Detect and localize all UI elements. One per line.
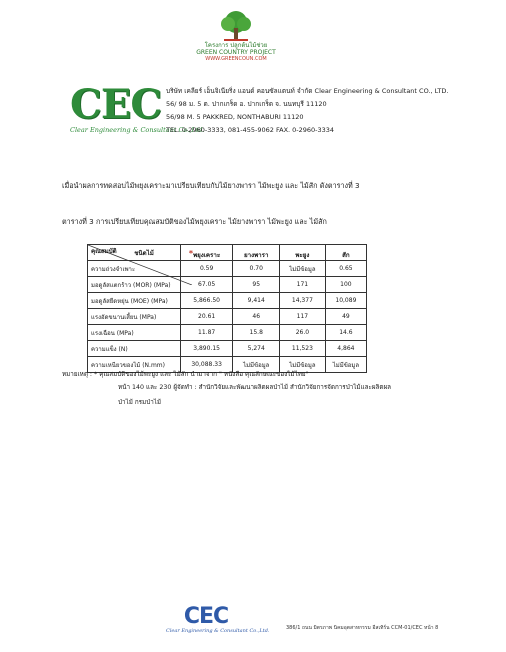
table-cell: ไม่มีข้อมูล [233,357,280,373]
footer-reference: 386/1 ถนน มิตรภาพ นิคมอุตสาหกรรม อีสเทิร์น CCM-01/CEC หน้า 8 [286,625,439,631]
column-header-label: พยุงเคราะ [193,252,221,259]
table-cell: 46 [233,309,280,325]
table-header-row [88,245,367,261]
table-row [88,293,367,309]
property-comparison-table [87,244,367,373]
row-label: แรงอัดขนานเสี้ยน (MPa) [88,309,181,325]
logo-line-2: GREEN COUNTRY PROJECT [196,49,276,56]
table-cell: ไม่มีข้อมูล [280,261,326,277]
contact-line: TEL. 0-2960-3333, 081-455-9062 FAX. 0-2960-3334 [166,126,335,134]
table-cell: ไม่มีข้อมูล [325,357,366,373]
table-cell: 14.6 [325,325,366,341]
table-cell: 5,274 [233,341,280,357]
table-corner-cell [88,245,181,261]
table-cell: 67.05 [180,277,233,293]
row-label: แรงเฉือน (MPa) [88,325,181,341]
address-thai: 56/ 98 ม. 5 ต. ปากเกร็ด อ. ปากเกร็ด จ. นนทบุรี 11120 [166,100,327,108]
row-label: ความเหนียวของไม้ (N.mm) [88,357,181,373]
table-cell: 49 [325,309,366,325]
row-label: มอดูลัสยืดหยุ่น (MOE) (MPa) [88,293,181,309]
table-caption: ตารางที่ 3 การเปรียบเทียบคุณสมบัติของไม้พยุงเคราะ ไม้ยางพารา ไม้พะยูง และ ไม้สัก [62,217,327,226]
cec-logo-tagline: Clear Engineering & Consultant Co.,Ltd. [70,126,205,134]
company-name: บริษัท เคลียร์ เอ็นจิเนียริ่ง แอนด์ คอนซัลแตนท์ จำกัด Clear Engineering & Consultant CO., LTD. [166,87,449,95]
table-cell: 4,864 [325,341,366,357]
footer-logo-mark: CEC [183,604,229,629]
footer-logo-tagline: Clear Engineering & Consultant Co.,Ltd. [166,628,270,634]
logo-line-1: โครงการ ปลูกต้นไม้ช่วย [204,42,268,49]
tree-icon [216,10,256,42]
footer-cec-logo [166,604,270,634]
table-cell: 11.87 [180,325,233,341]
column-header [280,245,326,261]
table-cell: 95 [233,277,280,293]
table-cell: 171 [280,277,326,293]
table-cell: 117 [280,309,326,325]
table-row [88,309,367,325]
note-line-2: หน้า 140 และ 230 ผู้จัดทำ : สำนักวิจัยและพัฒนาผลิตผลป่าไม้ สำนักวิจัยการจัดการป่าไม้และผลิตผล [118,384,392,391]
table-cell: 14,377 [280,293,326,309]
logo-line-3: WWW.GREENCOUN.COM [205,56,267,62]
table-cell: 100 [325,277,366,293]
column-header [325,245,366,261]
address-english: 56/98 M. 5 PAKKRED, NONTHABURI 11120 [166,113,304,121]
row-label: ความแข็ง (N) [88,341,181,357]
table-cell: 0.70 [233,261,280,277]
column-header [233,245,280,261]
column-header-label: ยางพารา [243,252,269,259]
table-cell: 5,866.50 [180,293,233,309]
table-cell: 26.0 [280,325,326,341]
corner-bottom-label: คุณสมบัติ [91,248,117,255]
table-cell: 9,414 [233,293,280,309]
table-cell: 10,089 [325,293,366,309]
column-header-label: สัก [342,252,350,259]
table-cell: 15.8 [233,325,280,341]
corner-top-label: ชนิดไม้ [134,250,154,257]
row-label: มอดูลัสแตกร้าว (MOR) (MPa) [88,277,181,293]
table-cell: 11,523 [280,341,326,357]
marker-asterisk: * [188,249,194,258]
table-row [88,341,367,357]
column-header [180,245,233,261]
table-cell: 0.59 [180,261,233,277]
note-line-3: ป่าไม้ กรมป่าไม้ [118,399,162,406]
cec-logo-mark: CEC [70,81,162,128]
column-header-label: พะยูง [295,252,310,259]
table-cell: 30,088.33 [180,357,233,373]
table-cell: 0.65 [325,261,366,277]
note-line-1: หมายเหตุ : * คุณสมบัติของไม้พะยูง และ ไม้สัก นำมาจาก " หนังสือ คุณลักษณะของไม้ไทย" [62,371,309,378]
row-label: ความถ่วงจำเพาะ [88,261,181,277]
intro-paragraph: เมื่อนำผลการทดสอบไม้พยุงเคราะมาเปรียบเทียบกับไม้ยางพารา ไม้พะยูง และ ไม้สัก ดังตารางที่ 3 [62,181,360,190]
table-cell: ไม่มีข้อมูล [280,357,326,373]
green-project-logo [193,10,279,68]
cec-logo [70,81,205,136]
table-cell: 3,890.15 [180,341,233,357]
table-row [88,325,367,341]
table-cell: 20.61 [180,309,233,325]
